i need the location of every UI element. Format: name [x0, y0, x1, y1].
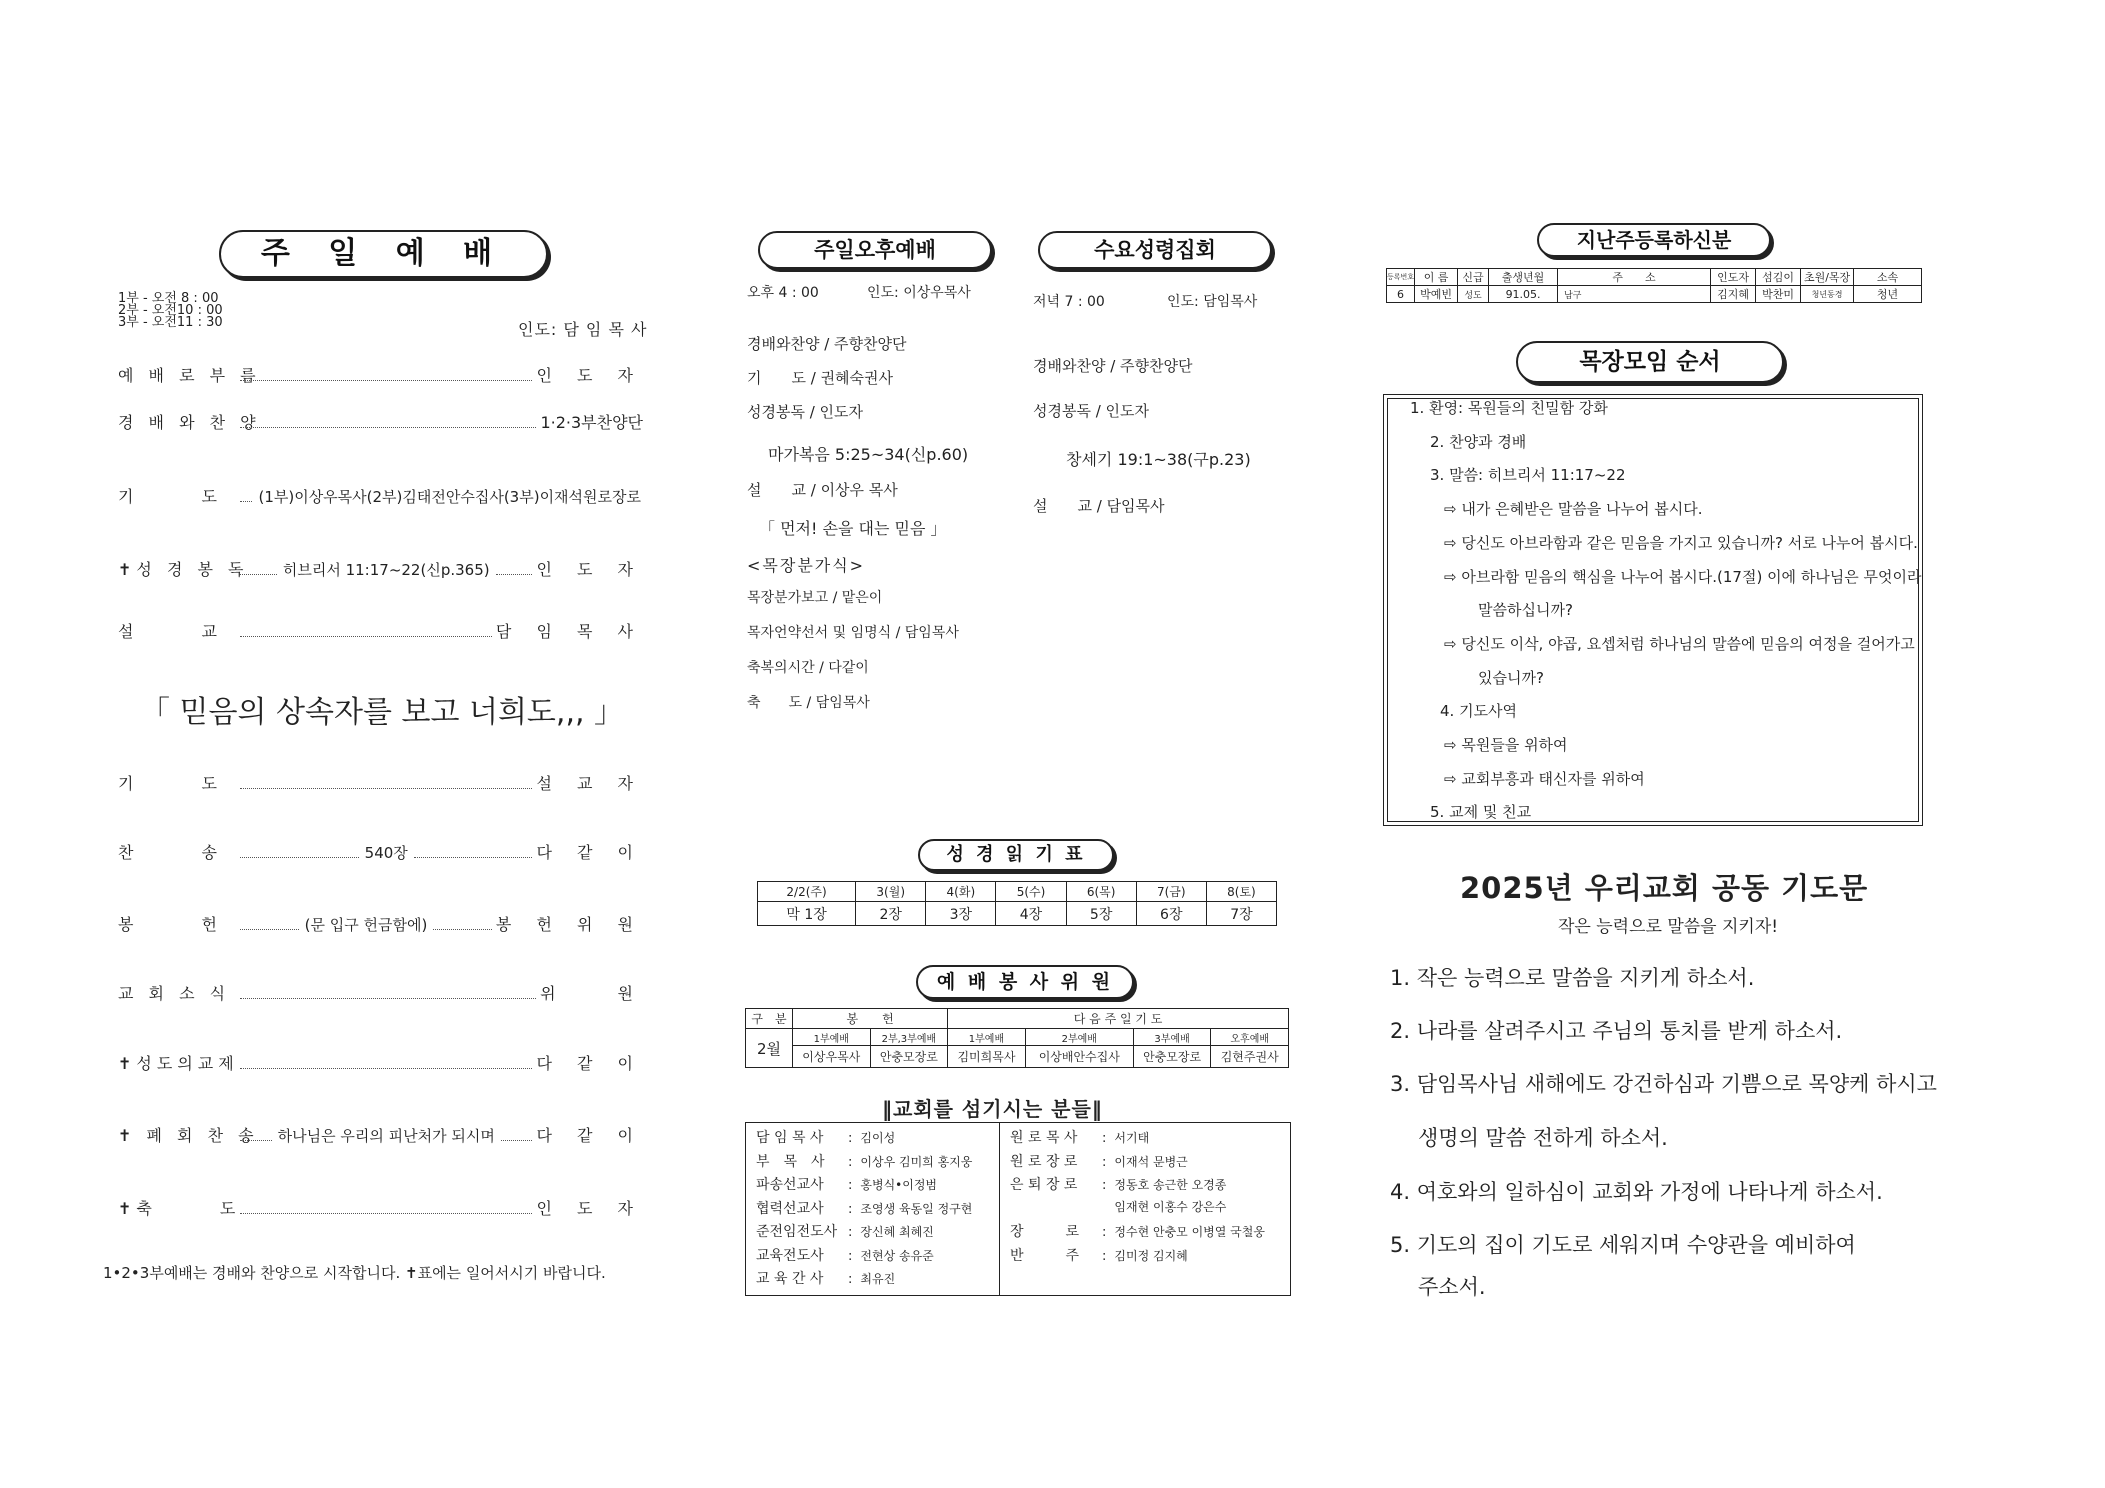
staff-names: 홍병식•이정범	[860, 1178, 938, 1192]
service-sub: 오후예배	[1211, 1029, 1289, 1046]
service-h-offering: 봉 헌	[793, 1009, 948, 1029]
colon-separator: :	[1102, 1154, 1107, 1170]
staff-names: 김미정 김지혜	[1114, 1248, 1188, 1263]
mokjang-line: ⇨ 교회부흥과 태신자를 위하여	[1444, 769, 1645, 788]
sunday-order-person: 담 임 목 사	[495, 622, 643, 641]
reading-day: 2/2(주)	[758, 882, 856, 902]
mokjang-line: 4. 기도사역	[1440, 702, 1518, 721]
staff-entry	[1010, 1198, 1265, 1222]
sunday-order-person: 다 같 이	[536, 1054, 643, 1073]
sunday-order-person: 1·2·3부찬양단	[540, 413, 643, 432]
reading-day: 3(월)	[856, 882, 926, 902]
leader-dots	[240, 997, 536, 999]
staff-names: 정동호 송근한 오경종	[1114, 1178, 1227, 1192]
mokjang-line: ⇨ 목원들을 위하여	[1444, 736, 1568, 754]
sunday-order-person: 인 도 자	[536, 366, 643, 385]
leader-dots	[240, 1212, 532, 1214]
staff-entry	[756, 1174, 972, 1198]
service-name: 김미희목사	[948, 1046, 1026, 1068]
sunday-order-row	[118, 913, 643, 935]
staff-entry	[756, 1151, 972, 1175]
mokjang-line: 2. 찬양과 경배	[1430, 432, 1527, 451]
service-name: 김현주권사	[1211, 1046, 1289, 1068]
mokjang-line: 3. 말씀: 히브리서 11:17~22	[1430, 466, 1626, 485]
mokjang-line: ⇨ 아브라함 믿음의 핵심을 나누어 봅시다.(17절) 이에 하나님은 무엇이라	[1444, 567, 1922, 586]
staff-role: 협력선교사	[756, 1200, 824, 1217]
leader-dots	[240, 426, 536, 428]
sunday-order-row	[118, 411, 643, 433]
mokjang-line: ⇨ 당신도 이삭, 야곱, 요셉처럼 하나님의 말씀에 믿음의 여정을 걸어가고	[1444, 634, 1915, 653]
service-h-gubun: 구 분	[746, 1009, 793, 1029]
wednesday-line-4: 설 교 / 담임목사	[1033, 497, 1165, 515]
afternoon-line-3: 성경봉독 / 인도자	[747, 403, 864, 421]
reading-title: 성 경 읽 기 표	[918, 839, 1114, 871]
service-sub: 1부예배	[793, 1029, 871, 1046]
staff-role: 파송선교사	[756, 1177, 824, 1193]
mokjang-line: ⇨ 내가 은혜받은 말씀을 나누어 봅시다.	[1444, 500, 1703, 519]
registered-title: 지난주등록하신분	[1537, 223, 1771, 257]
sunday-order-detail: 540장	[364, 844, 408, 862]
wednesday-line-3: 창세기 19:1~38(구p.23)	[1066, 450, 1251, 469]
service-name: 이상우목사	[793, 1046, 871, 1068]
staff-role: 원 로 장 로	[1010, 1153, 1078, 1170]
reg-cell: 박찬미	[1756, 286, 1801, 303]
staff-role: 원 로 목 사	[1010, 1130, 1078, 1146]
colon-separator: :	[848, 1225, 853, 1240]
staff-role: 교육전도사	[756, 1247, 824, 1264]
leader-dots	[433, 928, 492, 930]
leader-dots	[240, 787, 532, 789]
staff-role: 반 주	[1010, 1247, 1080, 1264]
reg-cell: 청년	[1854, 286, 1922, 303]
sunday-order-row	[118, 1052, 643, 1074]
wednesday-time: 저녁 7 : 00	[1033, 294, 1105, 310]
reg-cell: 청년동경	[1801, 286, 1854, 303]
staff-names: 정수현 안충모 이병열 국철웅	[1114, 1225, 1265, 1239]
reg-cell: 6	[1387, 286, 1415, 303]
reading-day: 8(토)	[1206, 882, 1276, 902]
staff-entry	[1010, 1127, 1265, 1151]
reg-h: 등록번호	[1387, 269, 1415, 286]
prayer-line-3b: 생명의 말씀 전하게 하소서.	[1418, 1126, 1668, 1150]
reg-cell: 남구	[1558, 286, 1711, 303]
sunday-order-row	[118, 1197, 643, 1219]
afternoon-line-11: 축 도 / 담임목사	[747, 695, 870, 711]
afternoon-line-10: 축복의시간 / 다같이	[747, 660, 869, 676]
staff-entry	[1010, 1221, 1265, 1245]
sunday-title: 주 일 예 배	[219, 230, 548, 278]
sunday-order-row	[118, 982, 643, 1004]
staff-role: 부 목 사	[756, 1153, 825, 1170]
service-sub: 2부,3부예배	[870, 1029, 948, 1046]
staff-entry	[756, 1198, 972, 1222]
colon-separator: :	[848, 1131, 853, 1146]
sunday-order-person: 인 도 자	[536, 1199, 643, 1218]
afternoon-line-5: 설 교 / 이상우 목사	[747, 481, 898, 499]
staff-names: 전현상 송유준	[860, 1248, 934, 1263]
reg-h: 출생년월	[1489, 269, 1558, 286]
reading-day: 6(목)	[1066, 882, 1136, 902]
reg-cell: 김지혜	[1711, 286, 1756, 303]
sunday-note: 1•2•3부예배는 경배와 찬양으로 시작합니다. ✝표에는 일어서시기 바랍니다.	[103, 1264, 606, 1282]
staff-title: ‖교회를 섬기시는 분들‖	[882, 1097, 1103, 1121]
mokjang-line: 5. 교제 및 친교	[1430, 803, 1532, 822]
sunday-order-label: 찬 송	[118, 843, 222, 862]
colon-separator: :	[1102, 1178, 1107, 1193]
colon-separator: :	[1102, 1248, 1107, 1264]
sunday-order-row	[118, 485, 643, 507]
sunday-time-1: 1부 - 오전 8 : 00	[118, 291, 219, 306]
reading-day: 5(수)	[996, 882, 1066, 902]
leader-dots	[240, 1139, 272, 1141]
service-month: 2월	[746, 1029, 793, 1068]
colon-separator: :	[848, 1272, 853, 1287]
afternoon-sermon: 「 먼저! 손을 대는 믿음 」	[759, 519, 947, 538]
sunday-order-person: 다 같 이	[536, 843, 644, 862]
sunday-time-3: 3부 - 오전11 : 30	[118, 315, 223, 330]
sunday-order-detail: (1부)이상우목사(2부)김태전안수집사(3부)이재석원로장로	[258, 488, 641, 506]
staff-entry	[756, 1245, 972, 1269]
reg-h: 소속	[1854, 269, 1922, 286]
afternoon-title: 주일오후예배	[758, 231, 992, 269]
colon-separator: :	[1102, 1131, 1107, 1146]
sunday-order-person: 위 원	[540, 984, 643, 1003]
staff-names: 조영생 육동일 정구현	[860, 1201, 973, 1216]
mokjang-title: 목장모임 순서	[1516, 341, 1784, 383]
staff-names: 임재현 이홍수 강은수	[1114, 1199, 1227, 1214]
wednesday-line-2: 성경봉독 / 인도자	[1033, 402, 1150, 420]
staff-names: 최유진	[860, 1272, 896, 1286]
sunday-order-detail: 히브리서 11:17~22(신p.365)	[282, 561, 490, 579]
leader-dots	[240, 1067, 532, 1069]
sunday-time-2: 2부 - 오전10 : 00	[118, 303, 223, 318]
wednesday-title: 수요성령집회	[1038, 231, 1272, 269]
afternoon-line-1: 경배와찬양 / 주향찬양단	[747, 335, 907, 353]
sunday-order-label: ✝ 폐 회 찬 송	[118, 1126, 259, 1145]
reading-chapter: 2장	[856, 902, 926, 926]
sunday-order-row	[118, 620, 643, 642]
afternoon-line-2: 기 도 / 권혜숙권사	[747, 369, 894, 387]
sunday-order-label: 예 배 로 부 름	[118, 366, 261, 385]
sunday-order-person: 봉 헌 위 원	[495, 915, 644, 934]
afternoon-line-8: 목장분가보고 / 맡은이	[747, 590, 883, 606]
reading-chapter: 막 1장	[758, 902, 856, 926]
staff-entry	[756, 1127, 972, 1151]
sunday-order-row	[118, 1124, 643, 1146]
leader-dots	[240, 379, 532, 381]
reading-chapter: 6장	[1136, 902, 1206, 926]
reg-h: 섬김이	[1756, 269, 1801, 286]
service-sub: 3부예배	[1133, 1029, 1211, 1046]
afternoon-line-4: 마가복음 5:25~34(신p.60)	[768, 445, 969, 464]
sunday-order-label: 교 회 소 식	[118, 984, 231, 1003]
prayer-line-4: 4. 여호와의 일하심이 교회와 가정에 나타나게 하소서.	[1390, 1180, 1883, 1204]
staff-entry	[756, 1221, 972, 1245]
afternoon-line-9: 목자언약선서 및 임명식 / 담임목사	[747, 625, 959, 641]
sunday-order-label: 경 배 와 찬 양	[118, 413, 261, 432]
sunday-order-label: 설 교	[118, 622, 222, 641]
staff-names: 서기태	[1114, 1131, 1150, 1145]
wednesday-leader: 인도: 담임목사	[1167, 294, 1258, 310]
reading-day: 7(금)	[1136, 882, 1206, 902]
wednesday-line-1: 경배와찬양 / 주향찬양단	[1033, 357, 1193, 375]
staff-role: 은 퇴 장 로	[1010, 1177, 1078, 1193]
sunday-times	[118, 293, 223, 329]
sunday-order-detail: 하나님은 우리의 피난처가 되시며	[277, 1127, 495, 1145]
prayer-line-1: 1. 작은 능력으로 말씀을 지키게 하소서.	[1390, 966, 1755, 990]
service-title: 예 배 봉 사 위 원	[916, 965, 1134, 999]
service-table	[745, 1008, 1289, 1068]
prayer-line-5: 5. 기도의 집이 기도로 세워지며 수양관을 예비하여	[1390, 1233, 1856, 1257]
leader-dots	[496, 573, 533, 575]
reg-h: 인도자	[1711, 269, 1756, 286]
colon-separator: :	[1102, 1225, 1107, 1240]
leader-dots	[501, 1139, 533, 1141]
sunday-order-detail: (문 입구 헌금함에)	[304, 916, 428, 934]
staff-role: 교 육 간 사	[756, 1271, 824, 1287]
service-sub: 1부예배	[948, 1029, 1026, 1046]
sunday-leader: 인도: 담 임 목 사	[518, 320, 648, 339]
leader-dots	[240, 500, 252, 502]
reg-h: 신급	[1458, 269, 1489, 286]
leader-dots	[240, 573, 277, 575]
sunday-order-person: 설 교 자	[536, 774, 643, 793]
sermon-title: 「 믿음의 상속자를 보고 너희도,,, 」	[140, 695, 625, 730]
mokjang-box	[1383, 394, 1923, 826]
staff-role: 준전임전도사	[756, 1224, 838, 1240]
prayer-line-2: 2. 나라를 살려주시고 주님의 통치를 받게 하소서.	[1390, 1019, 1843, 1043]
service-sub: 2부예배	[1025, 1029, 1133, 1046]
sunday-order-person: 다 같 이	[536, 1126, 643, 1145]
staff-names: 장신혜 최혜진	[860, 1225, 934, 1239]
service-h-prayer: 다 음 주 일 기 도	[948, 1009, 1289, 1029]
reading-table	[757, 881, 1277, 926]
mokjang-line: 1. 환영: 목원들의 친밀함 강화	[1410, 399, 1608, 417]
staff-role: 장 로	[1010, 1224, 1080, 1240]
sunday-order-label: 기 도	[118, 774, 222, 793]
sunday-order-label: 기 도	[118, 487, 222, 506]
leader-dots	[414, 856, 533, 858]
leader-dots	[240, 856, 359, 858]
staff-names: 이상우 김미희 홍지웅	[860, 1154, 973, 1169]
colon-separator: :	[848, 1201, 853, 1217]
reading-chapter: 5장	[1066, 902, 1136, 926]
reading-day: 4(화)	[926, 882, 996, 902]
reading-chapter: 3장	[926, 902, 996, 926]
service-name: 안충모장로	[870, 1046, 948, 1068]
colon-separator: :	[848, 1178, 853, 1193]
staff-entry	[1010, 1151, 1265, 1175]
sunday-order-label: ✝축 도	[118, 1199, 241, 1218]
reg-h: 초원/목장	[1801, 269, 1854, 286]
afternoon-time: 오후 4 : 00	[747, 285, 819, 301]
prayer-line-5b: 주소서.	[1418, 1275, 1486, 1299]
prayer-subtitle: 작은 능력으로 말씀을 지키자!	[1558, 917, 1779, 937]
staff-entry	[1010, 1245, 1265, 1269]
sunday-order-label: ✝성 경 봉 독	[118, 560, 249, 579]
reg-h: 주 소	[1558, 269, 1711, 286]
leader-dots	[240, 928, 299, 930]
colon-separator: :	[848, 1154, 853, 1170]
afternoon-line-7: <목장분가식>	[747, 556, 866, 575]
reg-cell: 성도	[1458, 286, 1489, 303]
sunday-order-row	[118, 364, 643, 386]
reading-chapter: 4장	[996, 902, 1066, 926]
mokjang-line: 있습니까?	[1478, 668, 1544, 687]
sunday-order-label: ✝성도의교제	[118, 1054, 239, 1073]
mokjang-line: ⇨ 당신도 아브라함과 같은 믿음을 가지고 있습니까? 서로 나누어 봅시다.	[1444, 533, 1918, 552]
reg-h: 이 름	[1415, 269, 1458, 286]
sunday-order-row	[118, 772, 643, 794]
sunday-order-person: 인 도 자	[536, 560, 643, 579]
staff-role: 담 임 목 사	[756, 1130, 824, 1146]
staff-box	[745, 1122, 1291, 1296]
prayer-title: 2025년 우리교회 공동 기도문	[1460, 871, 1869, 905]
prayer-line-3: 3. 담임목사님 새해에도 강건하심과 기쁨으로 목양케 하시고	[1390, 1072, 1937, 1096]
registered-table	[1386, 268, 1922, 303]
afternoon-leader: 인도: 이상우목사	[867, 285, 971, 301]
service-name: 이상배안수집사	[1025, 1046, 1133, 1068]
reg-cell: 박예빈	[1415, 286, 1458, 303]
service-name: 안충모장로	[1133, 1046, 1211, 1068]
staff-names: 이재석 문병근	[1114, 1154, 1188, 1169]
mokjang-line: 말씀하십니까?	[1478, 601, 1573, 620]
sunday-order-row	[118, 558, 643, 580]
leader-dots	[240, 635, 492, 637]
reading-chapter: 7장	[1206, 902, 1276, 926]
sunday-order-row	[118, 841, 643, 863]
staff-entry	[1010, 1174, 1265, 1198]
sunday-order-label: 봉 헌	[118, 915, 222, 934]
staff-entry	[756, 1268, 972, 1292]
colon-separator: :	[848, 1248, 853, 1264]
reg-cell: 91.05.	[1489, 286, 1558, 303]
staff-names: 김이성	[860, 1131, 896, 1145]
